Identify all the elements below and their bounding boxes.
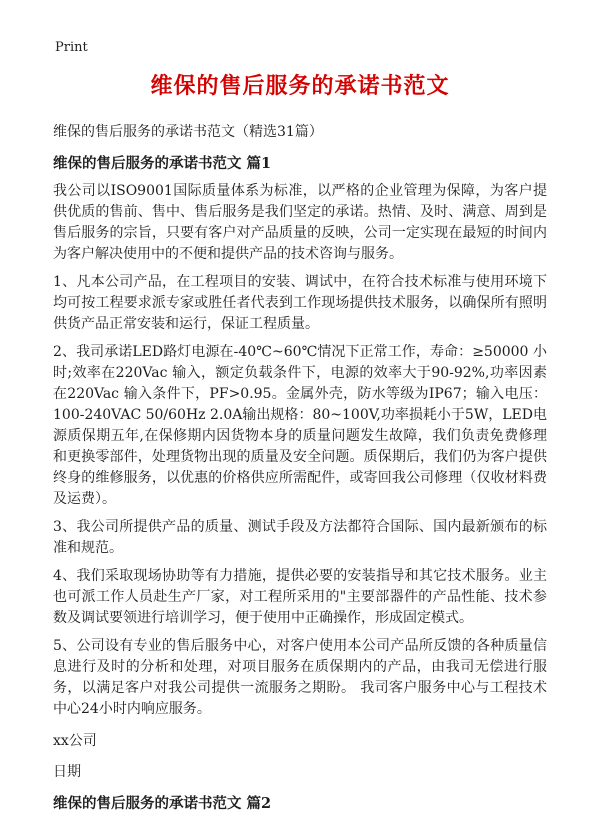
print-button[interactable]: Print xyxy=(55,40,88,55)
article2-heading: 维保的售后服务的承诺书范文 篇2 xyxy=(53,795,272,812)
article1-paragraph-2: 2、我司承诺LED路灯电源在-40℃~60℃情况下正常工作，寿命：≥50000 小时;效率在220Vac 输入，额定负载条件下，电源的效率大于90-92%,功率因素在220Vac 输入条件下，PF>0.95。金属外壳，防水等级为IP67；输入电压：100-240VAC 50/60Hz 2.0A输出规格：80~100V,功率损耗小于5W，LED电源质保期五年,在保修期内因货物本身的质量问题发生故障，我们负责免费修理和更换零部件，处理货物出现的质量及安全问题。质保期后，我们仍为客户提供终身的维修服务，以优惠的价格供应所需配件，或寄回我公司修理（仅收材料费及运费）。 xyxy=(53,344,547,507)
article1-paragraph-1: 1、凡本公司产品，在工程项目的安装、调试中，在符合技术标准与使用环境下均可按工程要求派专家或胜任者代表到工作现场提供技术服务，以确保所有照明供货产品正常安装和运行，保证工程质量。 xyxy=(53,274,547,332)
signature-date: 日期 xyxy=(53,764,81,780)
page-title: 维保的售后服务的承诺书范文 xyxy=(150,73,450,99)
doc-subtitle: 维保的售后服务的承诺书范文（精选31篇） xyxy=(53,124,323,140)
signature-company: xx公司 xyxy=(53,733,97,749)
article1-intro-paragraph: 我公司以ISO9001国际质量体系为标准，以严格的企业管理为保障，为客户提供优质的售前、售中、售后服务是我们坚定的承诺。热情、及时、满意、周到是售后服务的宗旨，只要有客户对产品质量的反映，公司一定实现在最短的时间内为客户解决使用中的不便和提供产品的技术咨询与服务。 xyxy=(53,183,547,262)
article1-paragraph-3: 3、我公司所提供产品的质量、测试手段及方法都符合国际、国内最新颁布的标准和规范。 xyxy=(53,519,547,556)
article1-paragraph-4: 4、我们采取现场协助等有力措施，提供必要的安装指导和其它技术服务。业主也可派工作人员赴生产厂家，对工程所采用的"主要部器件的产品性能、技术参数及调试要领进行培训学习，便于使用中正确操作，形成固定模式。 xyxy=(53,568,547,626)
article1-paragraph-5: 5、公司设有专业的售后服务中心，对客户使用本公司产品所反馈的各种质量信息进行及时的分析和处理，对项目服务在质保期内的产品，由我司无偿进行服务，以满足客户对我公司提供一流服务之期盼。 我司客户服务中心与工程技术中心24小时内响应服务。 xyxy=(53,638,547,717)
article1-heading: 维保的售后服务的承诺书范文 篇1 xyxy=(53,155,272,172)
